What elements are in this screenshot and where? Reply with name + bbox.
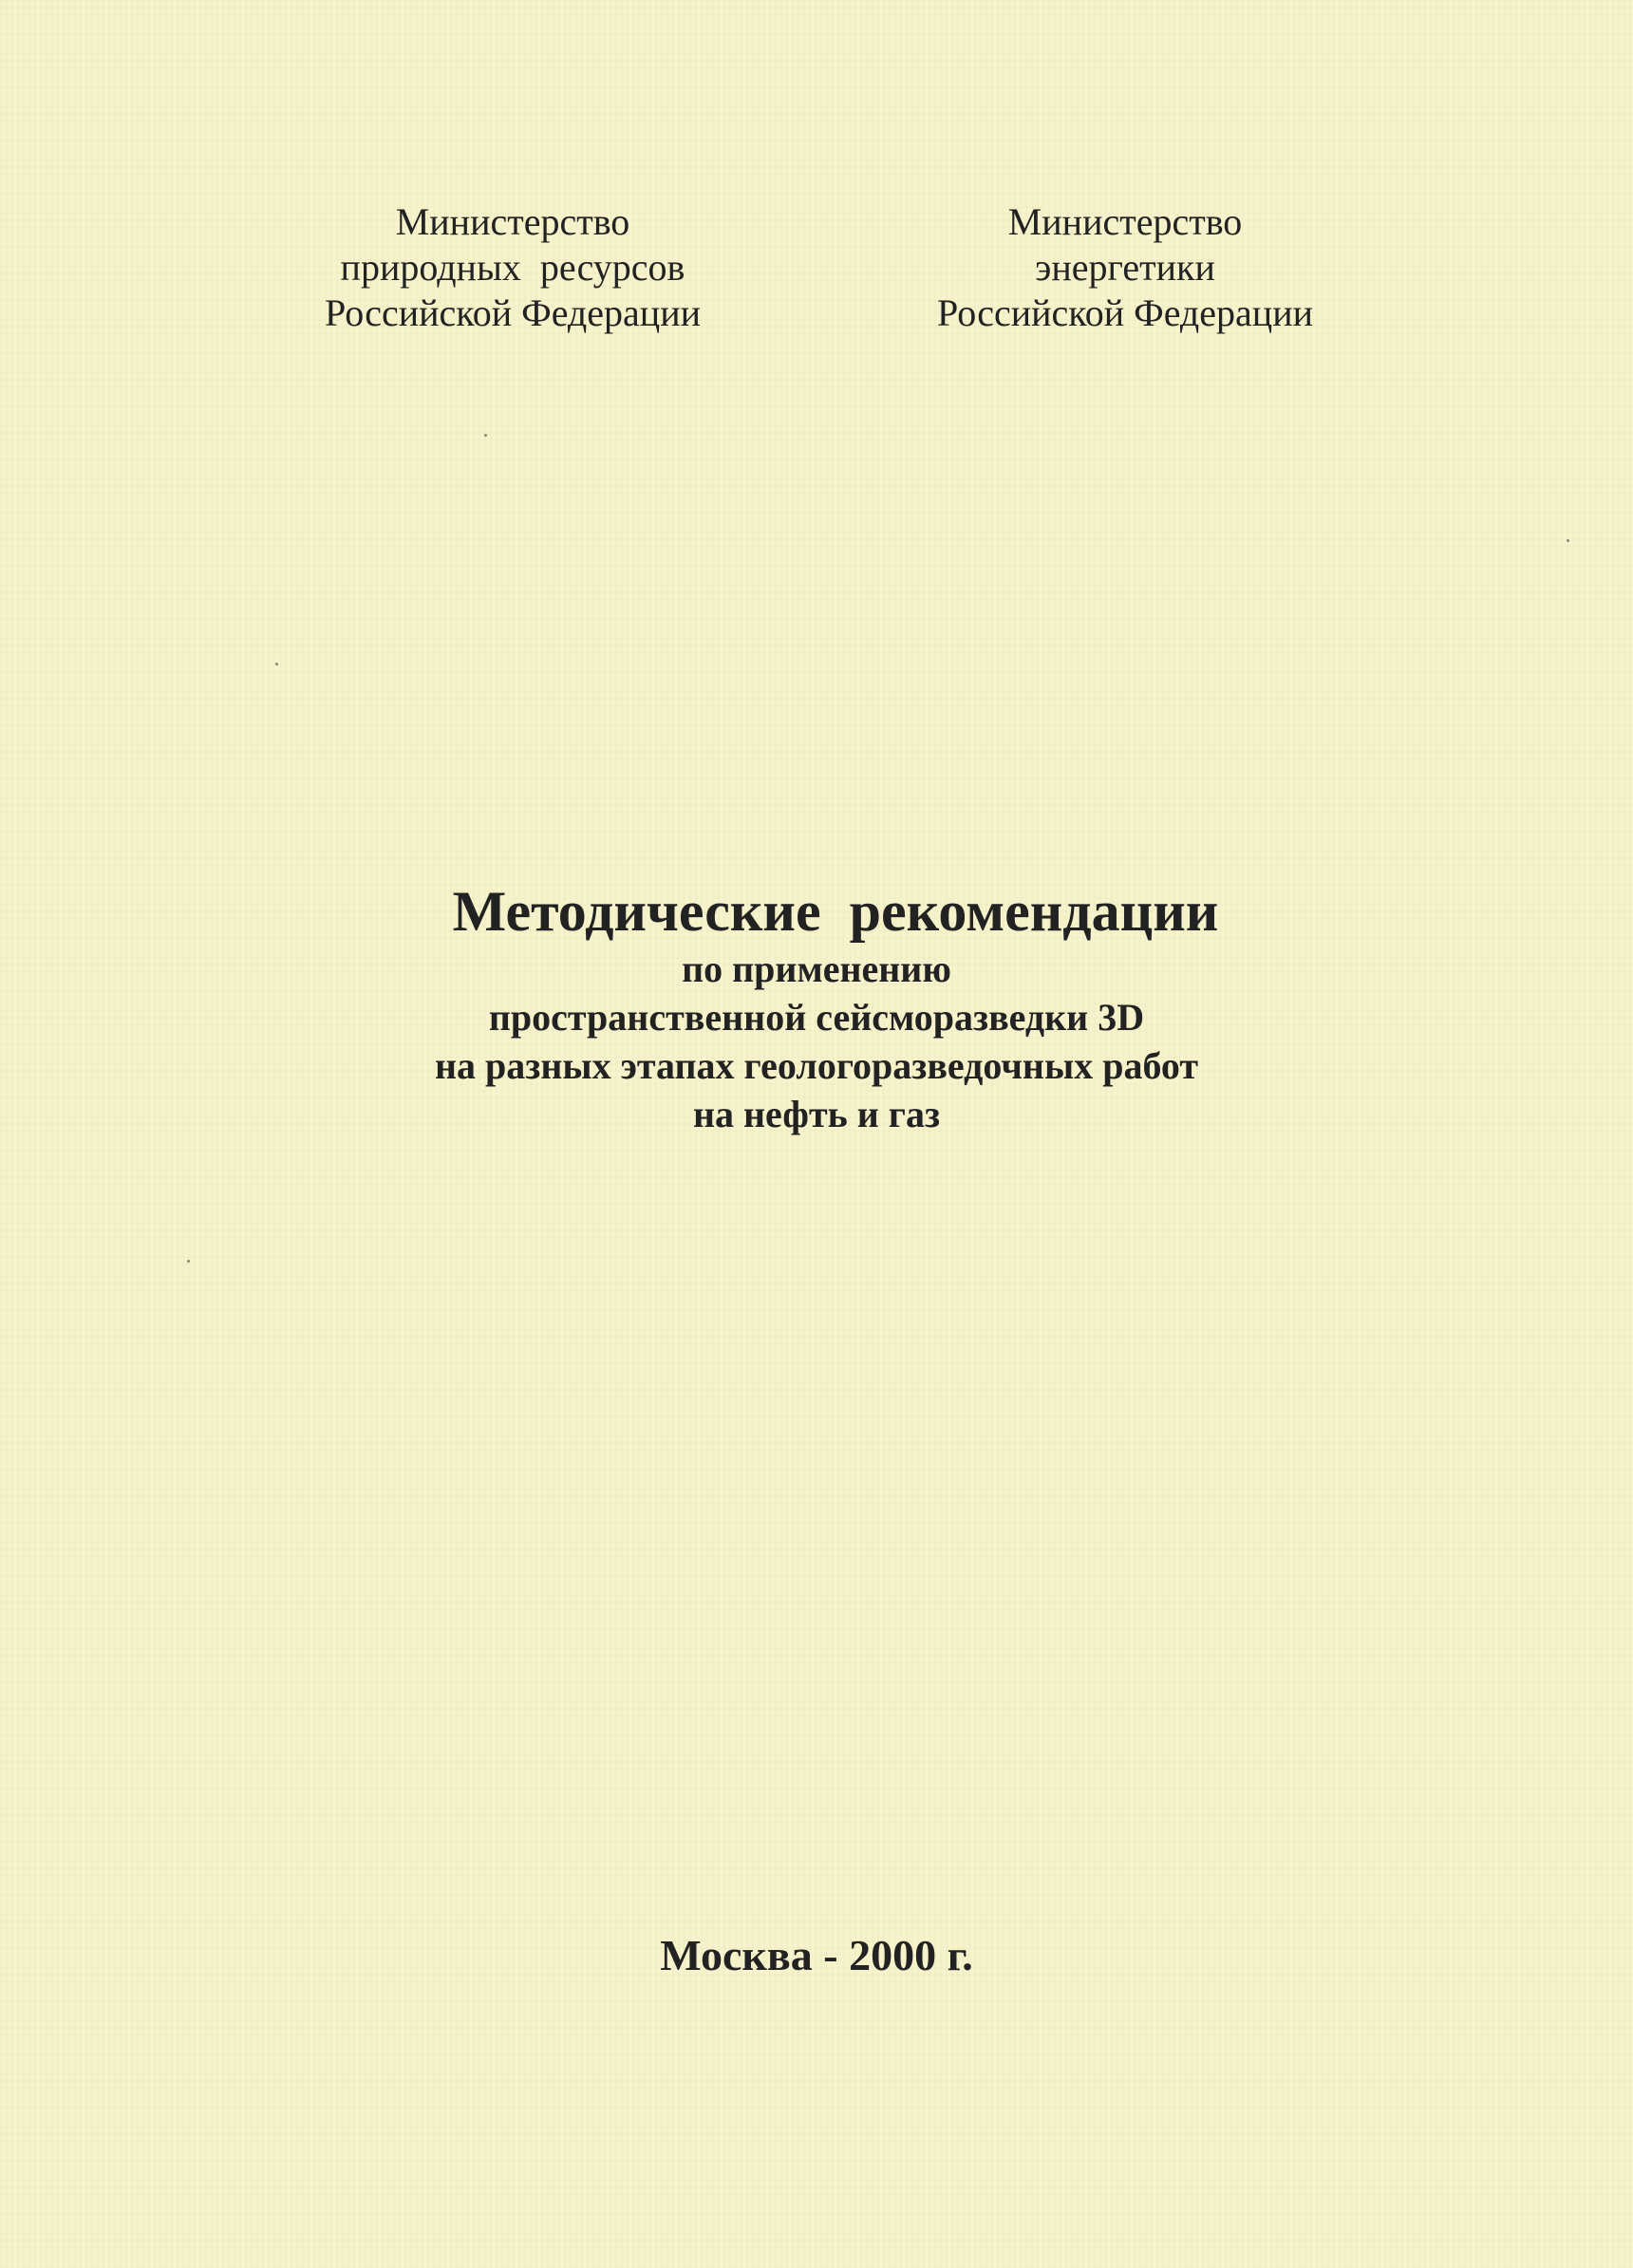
ministry-right-line-3: Российской Федерации [936,291,1314,334]
ministry-energy [859,199,1391,336]
ministry-right-line-2: энергетики [1035,246,1215,289]
paper-speck [187,1260,190,1263]
document-title: Методические рекомендации [452,880,1219,943]
ministry-left-line-3: Российской Федерации [324,291,702,334]
paper-speck [1567,539,1569,542]
ministry-right-line-1: Министерство [1007,200,1243,243]
ministry-natural-resources [247,199,779,336]
document-title-block [0,878,1633,1138]
city-year: Москва - 2000 г. [660,1931,973,1979]
subtitle-line-3: на разных этапах геологоразведочных работ [434,1044,1199,1087]
subtitle-line-4: на нефть и газ [692,1093,941,1135]
subtitle-line-2: пространственной сейсморазведки 3D [488,996,1145,1039]
subtitle-line-1: по применению [682,947,951,990]
ministry-left-line-2: природных ресурсов [340,246,685,289]
paper-speck [275,663,278,665]
paper-speck [484,434,487,437]
ministry-left-line-1: Министерство [395,200,630,243]
